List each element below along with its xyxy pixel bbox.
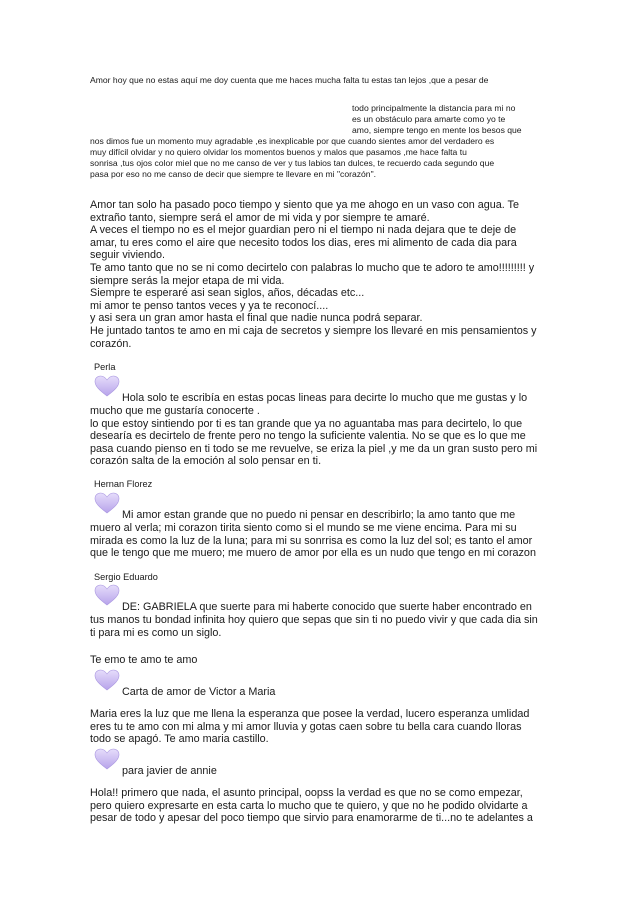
- heart-icon-svg: [94, 748, 120, 770]
- letter-gabriela-first-line: DE: GABRIELA que suerte para mi haberte conocido que suerte haber encontrado en: [122, 601, 532, 613]
- letter-victor-body: Maria eres la luz que me llena la esperanza que posee la verdad, lucero esperanza umlidad eres tu te amo con mi alma y mi amor lluvia y gotas caen sobre tu bella cara cuando lloras todo se apagó. Te amo maria castillo.: [90, 708, 530, 746]
- love-letter-paragraph: Amor tan solo ha pasado poco tiempo y siento que ya me ahogo en un vaso con agua. Te extraño tanto, siempre será el amor de mi vida y por siempre te amaré. A veces el tiempo no es el mejor guardian pero ni el tiempo ni nada dejara que te deje de amar, tu eres como el aire que necesito todos los dias, eres mi alimento de cada dia para seguir viviendo. Te amo tanto que no se ni como decirtelo con palabras lo mucho que te adoro te amo!!!!!!!!! y siempre serás la mejor etapa de mi vida. Siempre te esperaré asi sean siglos, años, décadas etc... mi amor te penso tantos veces y ya te reconocí.... y asi sera un gran amor hasta el final que nadie nunca podrá separar. He juntado tantos te amo en mi caja de secretos y siempre los llevaré en mis pensamientos y corazón.: [90, 199, 537, 350]
- heart-icon-svg: [94, 492, 120, 514]
- signature-sergio: Sergio Eduardo: [94, 572, 158, 582]
- heart-icon-svg: [94, 584, 120, 606]
- letter-hernan-body: muero al verla; mi corazon tirita siento como si el mundo se me viene encima. Para mi su mirada es como la luz de la luna; para mi su sonrrisa es como la luz del sol; es tanto el amor que le tengo que me muero; me muero de amor por ella es un nudo que tengo en mi corazon: [90, 522, 536, 560]
- heart-icon: [94, 748, 120, 770]
- letter-perla-first-line: Hola solo te escribía en estas pocas lineas para decirte lo mucho que me gustas y lo: [122, 392, 528, 404]
- heart-icon: [94, 669, 120, 691]
- intro-line: Amor hoy que no estas aquí me doy cuenta que me haces mucha falta tu estas tan lejos ,que a pesar de: [90, 75, 489, 85]
- heart-icon: [94, 375, 120, 397]
- intro-right-column: todo principalmente la distancia para mi no es un obstáculo para amarte como yo te amo, siempre tengo en mente los besos que: [352, 103, 522, 135]
- signature-hernan: Hernan Florez: [94, 479, 153, 489]
- letter-perla-body: mucho que me gustaría conocerte . lo que estoy sintiendo por ti es tan grande que ya no aguantaba mas para decirtelo, lo que desearía es decirtelo de frente pero no tengo la suficiente valentia. No se que es lo que me pasa cuando pienso en ti todo se me revuelve, se eriza la piel ,y me da un gran susto pero mi corazón salta de la emoción al solo pensar en ti.: [90, 405, 538, 468]
- heart-icon: [94, 492, 120, 514]
- signature-perla: Perla: [94, 362, 116, 372]
- heart-icon: [94, 584, 120, 606]
- letter-annie-heading: para javier de annie: [122, 765, 217, 777]
- heart-icon-svg: [94, 375, 120, 397]
- letter-hernan-first-line: Mi amor estan grande que no puedo ni pensar en describirlo; la amo tanto que me: [122, 509, 516, 521]
- intro-paragraph: nos dimos fue un momento muy agradable ,es inexplicable por que cuando sientes amor del verdadero es muy difícil olvidar y no quiero olvidar los momentos buenos y malos que pasamos ,me hace falta tu sonrisa ,tus ojos color miel que no me canso de ver y tus labios tan dulces, te recuerdo cada segundo que pasa por eso no me canso de decir que siempre te llevare en mi "corazón".: [90, 136, 495, 179]
- letter-victor-heading: Carta de amor de Victor a Maria: [122, 686, 276, 698]
- te-amo-line: Te emo te amo te amo: [90, 654, 198, 666]
- letter-annie-body: Hola!! primero que nada, el asunto principal, oopss la verdad es que no se como empezar, pero quiero expresarte en esta carta lo mucho que te quiero, y que no he podido olvidarte a pesar de todo y apesar del poco tiempo que sirvio para enamorarme de ti...no te adelantes a: [90, 787, 533, 825]
- letter-gabriela-body: tus manos tu bondad infinita hoy quiero que sepas que sin ti no puedo vivir y que cada dia sin ti para mi es como un siglo.: [90, 614, 538, 639]
- heart-icon-svg: [94, 669, 120, 691]
